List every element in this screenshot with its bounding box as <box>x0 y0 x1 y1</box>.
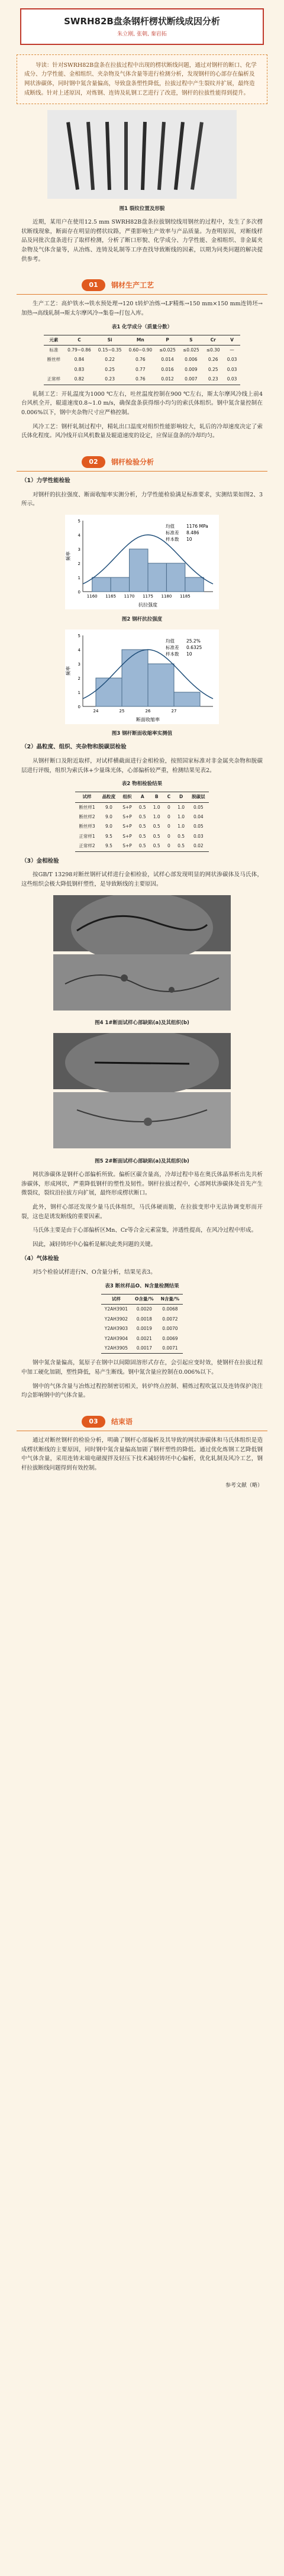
table-row <box>75 822 208 831</box>
legend-value: 1176 MPa <box>186 523 208 529</box>
table-cell: 0.016 <box>161 366 174 372</box>
table-cell: 0.5 <box>178 833 185 839</box>
table-cell: 9.5 <box>105 833 112 839</box>
table-cell: 0.5 <box>153 843 160 849</box>
table-cell: 0 <box>167 824 170 829</box>
x-tick-label: 1180 <box>161 593 172 599</box>
table-row <box>44 365 241 375</box>
table-cell: 0.25 <box>105 366 115 372</box>
x-tick-label: 1160 <box>86 593 98 599</box>
x-axis-label: 抗拉强度 <box>138 602 157 608</box>
table-header-cell: 晶粒度 <box>102 794 116 800</box>
table-header-cell: 试样 <box>82 794 92 800</box>
table-cell: 0 <box>167 843 170 849</box>
abstract-box: 导读：针对SWRH82B盘条在拉拔过程中出现的楞状断线问题，通过对钢杆的断口、化学成分、力学性能、金相组织、夹杂物及气体含量等进行检测分析，发现钢杆的心部存在偏析及网状渗碳体，同时钢中氮含量偏高，导致盘条塑性降低，拉拔过程中产生裂纹并扩展，最终造成断线。针对上述原因，对炼钢、连铸及轧钢工艺进行了改进，钢杆的拉拔性能得到提升。 <box>17 54 267 105</box>
table-row <box>101 1305 183 1315</box>
table-header-cell: A <box>140 794 144 800</box>
table-cell: 断丝样 <box>47 357 61 363</box>
x-tick-label: 24 <box>93 708 99 714</box>
figure-1-caption: 图1 裂纹位置及形貌 <box>119 205 165 212</box>
legend-value: 10 <box>186 651 192 657</box>
table-cell: 1.0 <box>178 804 185 810</box>
x-tick-label: 1165 <box>105 593 117 599</box>
bar <box>185 577 204 592</box>
process-paragraph-3: 风冷工艺：钢杆轧制过程中，精轧出口温度对组织性能影响较大，轧后的冷却速度决定了索氏体化程度。风冷线开启风机数量及辊道速度的设定，应保证盘条的冷却均匀。 <box>21 423 263 440</box>
table-cell: 9.0 <box>105 814 112 820</box>
section-3-number: 03 <box>82 1416 105 1428</box>
table-cell: 0.05 <box>193 804 204 810</box>
table-header-cell: 元素 <box>49 337 59 343</box>
x-tick-label: 1175 <box>143 593 153 599</box>
legend-value: 8.486 <box>186 530 199 535</box>
bar <box>96 678 122 706</box>
table-cell: ≤0.025 <box>159 347 176 353</box>
table-row <box>75 832 208 841</box>
table-cell: 0.0072 <box>162 1316 178 1322</box>
figure-4-image <box>53 895 231 1013</box>
section-2-header <box>17 454 267 472</box>
legend-label: 均值 <box>166 523 175 529</box>
table-cell: 0.76 <box>135 376 146 382</box>
y-axis-label: 频率 <box>66 666 71 676</box>
legend-label: 样本数 <box>166 651 179 657</box>
conclusion-paragraph: 通过对断丝钢杆的检验分析，明确了钢杆心部偏析及其导致的网状渗碳体和马氏体组织是造成楞状断线的主要原因，同时钢中氮含量偏高加剧了钢杆塑性的降低。通过优化炼钢工艺降低钢中气体含量，采用连铸末端电磁搅拌及轻压下技术减轻铸坯中心偏析，优化轧制及风冷工艺，钢杆拉拔断线问题得到有效控制。 <box>21 1437 263 1471</box>
section-2-number: 02 <box>82 456 105 468</box>
table-header-cell: D <box>179 794 183 800</box>
table-cell: 断丝样2 <box>79 814 95 820</box>
metallo-paragraph-3: 此外，钢杆心部还发现少量马氏体组织，马氏体硬而脆，在拉拔变形中无法协调变形而开裂，这也是诱发断线的重要因素。 <box>21 1204 263 1220</box>
table-row <box>75 812 208 822</box>
process-paragraph-2: 轧制工艺：开轧温度为1000 ℃左右，吐丝温度控制在900 ℃左右，斯太尔摩风冷线上前4台风机全开，辊道速度0.8~1.0 m/s，确保盘条获得细小均匀的索氏体组织。钢中氮含量控制在0.006%以下，钢中夹杂物尺寸应严格控制。 <box>21 390 263 416</box>
table-cell: 1.0 <box>153 814 160 820</box>
table-row <box>75 802 208 812</box>
table-cell: 0.5 <box>138 804 146 810</box>
table-cell: 0.0070 <box>162 1326 178 1332</box>
table-cell: Y2AH3903 <box>104 1326 128 1332</box>
table-cell: 正常样1 <box>79 833 95 839</box>
table-cell: 0.009 <box>185 366 198 372</box>
table-cell: 0.006 <box>185 357 198 363</box>
table-cell: 0.0021 <box>136 1335 152 1341</box>
x-axis-label: 断面收缩率 <box>136 716 160 722</box>
gas-paragraph: 对5个检验试样进行N、O含量分析，结果见表3。 <box>33 1269 156 1276</box>
table-row <box>101 1315 183 1324</box>
subheading-3: （3）金相检验 <box>21 857 59 864</box>
table-cell: 0.04 <box>193 814 204 820</box>
figure-3-chart <box>65 630 219 724</box>
table-cell: 1.0 <box>178 814 185 820</box>
y-tick-label: 5 <box>78 518 80 524</box>
table-cell: 0.0071 <box>162 1345 178 1351</box>
references-note: 参考文献（略） <box>225 1482 263 1489</box>
table-cell: 标准 <box>49 347 59 353</box>
table-cell: 0.0068 <box>162 1306 178 1312</box>
table-cell: 0.05 <box>193 824 204 829</box>
table-cell: 0.5 <box>153 833 160 839</box>
gas-paragraph-2: 钢中氮含量偏高，氮原子在钢中以间隙固溶形式存在，会引起应变时效，使钢杆在拉拔过程中加工硬化加剧，塑性降低，易产生断线。钢中氮含量应控制在0.006%以下。 <box>21 1360 263 1376</box>
figure-2-caption: 图2 钢杆抗拉强度 <box>121 616 163 622</box>
table-cell: S+P <box>122 814 132 820</box>
table-cell: 1.0 <box>153 804 160 810</box>
table-header-cell: P <box>166 337 169 343</box>
table-row <box>101 1344 183 1354</box>
figure-4-caption: 图4 1#断面试样心部缺陷(a)及其组织(b) <box>95 1020 189 1026</box>
y-tick-label: 1 <box>78 690 80 695</box>
legend-value: 0.6325 <box>186 644 202 650</box>
table-header-cell: B <box>154 794 159 800</box>
x-tick-label: 26 <box>145 708 151 714</box>
table-cell: 0.0018 <box>136 1316 152 1322</box>
metallo-paragraph-4: 马氏体主要是由于心部偏析区Mn、Cr等合金元素富集，淬透性提高，在风冷过程中形成。 <box>33 1227 257 1234</box>
table-cell: 0.83 <box>74 366 85 372</box>
table-cell: 正常样2 <box>79 843 95 849</box>
table-row <box>44 346 241 356</box>
bar <box>122 650 148 706</box>
figure-2-chart <box>65 515 219 609</box>
table-cell: 0.03 <box>227 357 237 363</box>
table-cell: 9.0 <box>105 804 112 810</box>
table-cell: 0.03 <box>227 366 237 372</box>
table-header-cell: C <box>78 337 81 343</box>
table-cell: 0.014 <box>161 357 174 363</box>
table-cell: 0 <box>167 804 170 810</box>
bar <box>111 577 129 592</box>
intro-paragraph: 近期，某用户在使用12.5 mm SWRH82B盘条拉拔钢绞线用钢丝的过程中，发生了多次楞状断线现象，断面存在明显的楞状纹路，严重影响生产效率与产品质量。为查明原因，对断线样品及同批次盘条进行了取样检测，分析了断口形貌、化学成分、力学性能、金相组织、非金属夹杂物及气体含量等，从冶炼、连铸及轧制等工序查找导致断线的因素，以期为同类问题的解决提供参考。 <box>21 218 263 263</box>
table-cell: 0.0069 <box>162 1335 178 1341</box>
table-header-cell: Si <box>107 337 112 343</box>
y-axis-label: 频率 <box>66 551 71 561</box>
table-cell: 0.0020 <box>136 1306 152 1312</box>
legend-label: 标准差 <box>166 644 179 650</box>
table-header-cell: Mn <box>136 337 144 343</box>
table-1-caption: 表1 化学成分（质量分数） <box>111 324 173 330</box>
bar <box>174 692 200 706</box>
table-cell: Y2AH3902 <box>104 1316 128 1322</box>
table-header-cell: 脱碳层 <box>192 794 205 800</box>
table-cell: 断丝样3 <box>79 824 95 829</box>
table-row <box>75 841 208 851</box>
table-cell: S+P <box>122 833 132 839</box>
bar <box>148 563 166 592</box>
table-3 <box>101 1294 183 1354</box>
table-cell: 0.5 <box>153 824 160 829</box>
table-1 <box>44 335 241 385</box>
y-tick-label: 2 <box>78 676 80 681</box>
table-header-cell: 试样 <box>111 1296 121 1302</box>
article-title: SWRH82B盘条钢杆楞状断线成因分析 <box>64 16 220 27</box>
table-header-cell: 组织 <box>122 794 132 800</box>
table-cell: 0.26 <box>208 357 218 363</box>
subheading-2: （2）晶粒度、组织、夹杂物和脱碳层检验 <box>21 744 127 751</box>
mech-paragraph: 对钢杆的抗拉强度、断面收缩率实测分析，力学性能检验满足标准要求，实测结果如图2、3所示。 <box>21 491 263 508</box>
figure-5-caption: 图5 2#断面试样心部缺陷(a)及其组织(b) <box>95 1158 189 1164</box>
figure-1-image <box>47 110 237 199</box>
table-row <box>44 375 241 385</box>
table-cell: 0.5 <box>178 843 185 849</box>
table-cell: Y2AH3904 <box>104 1335 128 1341</box>
y-tick-label: 3 <box>78 547 80 552</box>
metallo-paragraph-2: 网状渗碳体是钢杆心部偏析所致。偏析区碳含量高，冷却过程中易在奥氏体晶界析出先共析渗碳体，形成网状，严重降低钢杆的塑性及韧性。钢杆拉拔过程中，心部网状渗碳体处首先产生微裂纹，裂纹沿拉拔方向扩展，最终形成楞状断口。 <box>21 1171 263 1197</box>
table-header-cell: S <box>189 337 193 343</box>
bar <box>166 563 185 592</box>
section-1-title: 钢材生产工艺 <box>111 281 154 290</box>
table-cell: S+P <box>122 804 132 810</box>
table-cell: ≤0.30 <box>206 347 220 353</box>
bar <box>130 549 148 592</box>
table-cell: 0.03 <box>227 376 237 382</box>
table-cell: 0.012 <box>161 376 174 382</box>
table-cell: 0.5 <box>138 824 146 829</box>
table-cell: 0.15~0.35 <box>98 347 122 353</box>
table-cell <box>44 365 64 375</box>
x-tick-label: 25 <box>119 708 125 714</box>
section-3-title: 结束语 <box>111 1417 133 1426</box>
bar <box>148 664 174 706</box>
y-tick-label: 3 <box>78 661 80 667</box>
table-cell: 0.0019 <box>136 1326 152 1332</box>
table-2-caption: 表2 物相检验结果 <box>121 781 163 787</box>
table-cell: 0 <box>167 833 170 839</box>
table-cell: 0.25 <box>208 366 218 372</box>
table-cell: 0.02 <box>193 843 204 849</box>
y-tick-label: 4 <box>78 532 80 538</box>
legend-value: 25.2% <box>186 638 201 644</box>
gas-paragraph-3: 钢中的气体含量与冶炼过程控制密切相关，转炉终点控制、精炼过程吹氩以及连铸保护浇注均会影响钢中的气体含量。 <box>21 1383 263 1399</box>
table-cell: S+P <box>122 843 132 849</box>
title-box <box>20 8 264 45</box>
figure-5 <box>53 1033 231 1166</box>
legend-label: 标准差 <box>166 530 179 535</box>
figure-5-image <box>53 1033 231 1151</box>
legend-value: 10 <box>186 536 192 542</box>
table-header-cell: V <box>230 337 234 343</box>
table-cell: 0.5 <box>138 814 146 820</box>
section-1-header <box>17 277 267 295</box>
table-cell: 正常样 <box>47 376 61 382</box>
y-tick-label: 0 <box>78 704 80 709</box>
table-cell: Y2AH3901 <box>104 1306 128 1312</box>
table-row <box>101 1334 183 1344</box>
table-cell: 0.76 <box>135 357 146 363</box>
table-row <box>44 355 241 364</box>
structure-paragraph: 从钢杆断口及附近取样，对试样横截面进行金相检验，按照国家标准对非金属夹杂物和脱碳层进行评级，组织为索氏体+少量珠光体，心部偏析较严重，检测结果见表2。 <box>21 757 263 774</box>
table-cell: 0.007 <box>185 376 198 382</box>
y-tick-label: 2 <box>78 561 80 566</box>
process-paragraph: 生产工艺：高炉铁水→铁水预处理→120 t转炉冶炼→LF精炼→150 mm×150 mm连铸坯→加热→高线轧制→斯太尔摩风冷→集卷→打包入库。 <box>21 301 263 317</box>
table-3-caption: 表3 断丝样品O、N含量检测结果 <box>105 1283 179 1290</box>
figure-3 <box>65 630 219 738</box>
table-cell: 9.5 <box>105 843 112 849</box>
table-cell: 0.79~0.86 <box>67 347 91 353</box>
table-2 <box>75 792 208 851</box>
table-cell: 0.22 <box>105 357 115 363</box>
table-cell: 0.77 <box>135 366 146 372</box>
legend-label: 均值 <box>166 638 175 644</box>
figure-2 <box>65 515 219 624</box>
table-header-cell: N含量/% <box>160 1296 180 1302</box>
table-header-cell: O含量/% <box>135 1296 154 1302</box>
table-cell: ≤0.025 <box>182 347 199 353</box>
x-tick-label: 27 <box>171 708 177 714</box>
metallo-paragraph-5: 因此，减轻铸坯中心偏析是解决此类问题的关键。 <box>33 1241 157 1248</box>
table-cell: 0.23 <box>105 376 115 382</box>
table-row <box>101 1324 183 1334</box>
table-cell: 9.0 <box>105 824 112 829</box>
y-tick-label: 4 <box>78 647 80 653</box>
table-header-cell: Cr <box>210 337 216 343</box>
table-cell: 0.82 <box>74 376 85 382</box>
y-tick-label: 0 <box>78 589 80 595</box>
section-2-title: 钢杆检验分析 <box>111 457 154 466</box>
section-3-header <box>17 1413 267 1431</box>
subheading-1: （1）力学性能检验 <box>21 477 70 484</box>
subheading-4: （4）气体检验 <box>21 1255 59 1262</box>
table-cell: 0.23 <box>208 376 218 382</box>
y-tick-label: 5 <box>78 633 80 638</box>
table-cell: 0.0017 <box>136 1345 152 1351</box>
table-cell: 断丝样1 <box>79 804 95 810</box>
figure-4 <box>53 895 231 1028</box>
table-header-cell: C <box>167 794 171 800</box>
legend-label: 样本数 <box>166 536 179 542</box>
section-1-number: 01 <box>82 279 105 291</box>
table-cell: Y2AH3905 <box>104 1345 128 1351</box>
table-cell: — <box>230 347 234 353</box>
x-tick-label: 1185 <box>179 593 191 599</box>
table-cell: 1.0 <box>178 824 185 829</box>
table-cell: S+P <box>122 824 132 829</box>
table-cell: 0 <box>167 814 170 820</box>
figure-3-caption: 图3 钢杆断面收缩率实测值 <box>111 731 173 737</box>
x-tick-label: 1170 <box>124 593 135 599</box>
authors: 朱立刚, 张朝, 秦岩拓 <box>117 31 167 37</box>
metallo-paragraph: 按GB/T 13298对断丝钢杆试样进行金相检验，试样心部发现明显的网状渗碳体及马氏体，这些组织会极大降低钢杆塑性，是导致断线的主要原因。 <box>21 871 263 887</box>
bar <box>92 577 111 592</box>
y-tick-label: 1 <box>78 575 80 580</box>
table-cell: 0.5 <box>138 833 146 839</box>
table-cell: 0.84 <box>74 357 85 363</box>
table-cell: 0.5 <box>138 843 146 849</box>
figure-1 <box>47 110 237 213</box>
table-cell: 0.03 <box>193 833 204 839</box>
table-cell: 0.60~0.90 <box>128 347 153 353</box>
